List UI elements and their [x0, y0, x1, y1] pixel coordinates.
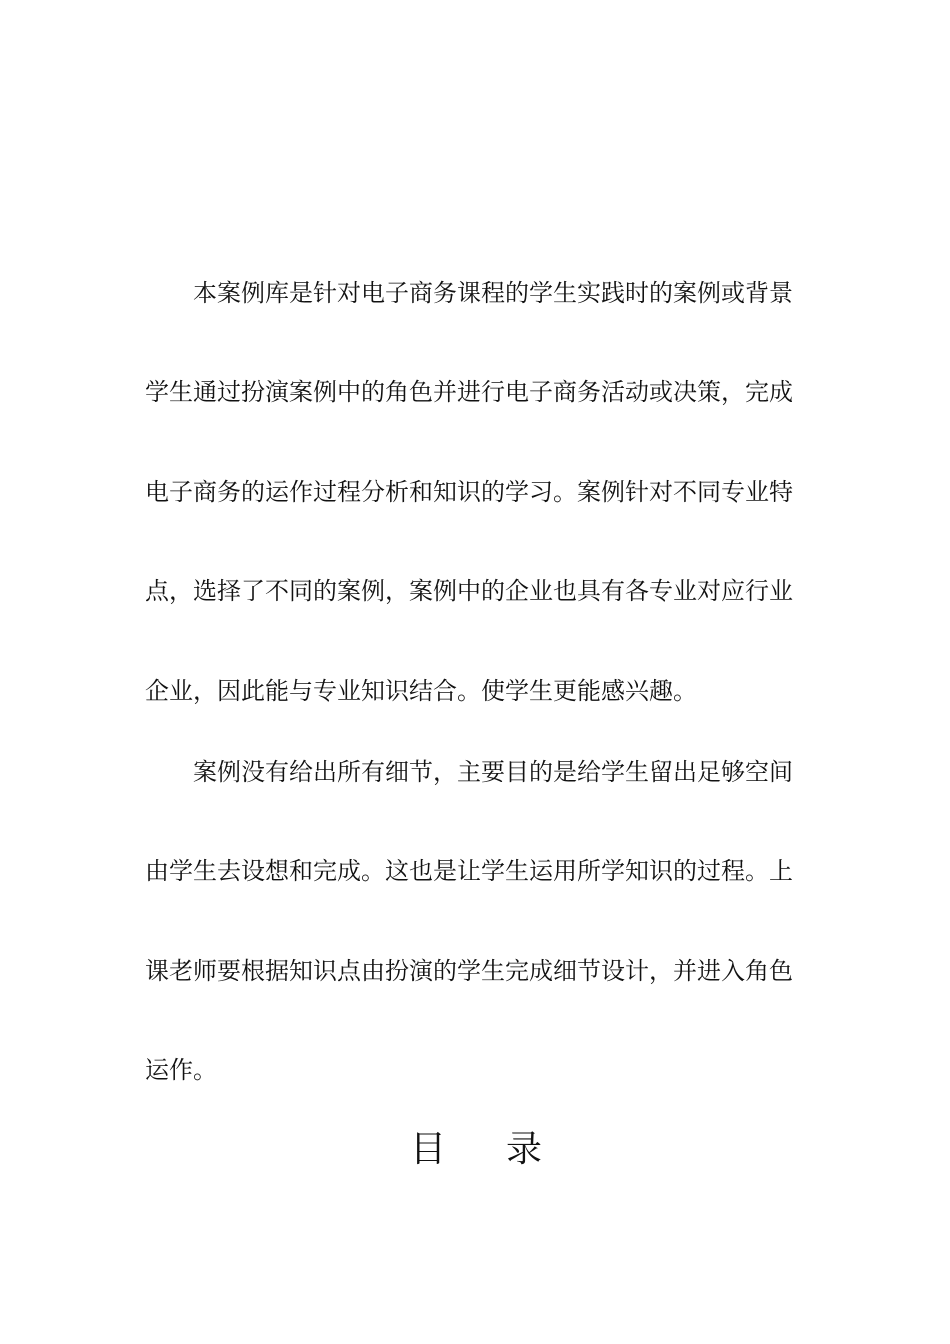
toc-heading-char: 目: [410, 1129, 447, 1170]
toc-heading: [410, 1128, 542, 1172]
toc-heading-char: 录: [506, 1129, 543, 1170]
paragraph-line: 本案例库是针对电子商务课程的学生实践时的案例或背景: [193, 279, 793, 307]
paragraph-line: 案例没有给出所有细节，主要目的是给学生留出足够空间: [193, 758, 793, 786]
paragraph-line: 由学生去设想和完成。这也是让学生运用所学知识的过程。上: [145, 857, 793, 885]
paragraph-line: 企业，因此能与专业知识结合。使学生更能感兴趣。: [145, 677, 697, 705]
paragraph-line: 学生通过扮演案例中的角色并进行电子商务活动或决策，完成: [145, 378, 793, 406]
paragraph-line: 电子商务的运作过程分析和知识的学习。案例针对不同专业特: [145, 478, 793, 506]
paragraph-line: 课老师要根据知识点由扮演的学生完成细节设计，并进入角色: [145, 957, 793, 985]
paragraph-line: 运作。: [145, 1056, 217, 1084]
paragraph-line: 点，选择了不同的案例，案例中的企业也具有各专业对应行业: [145, 577, 793, 605]
